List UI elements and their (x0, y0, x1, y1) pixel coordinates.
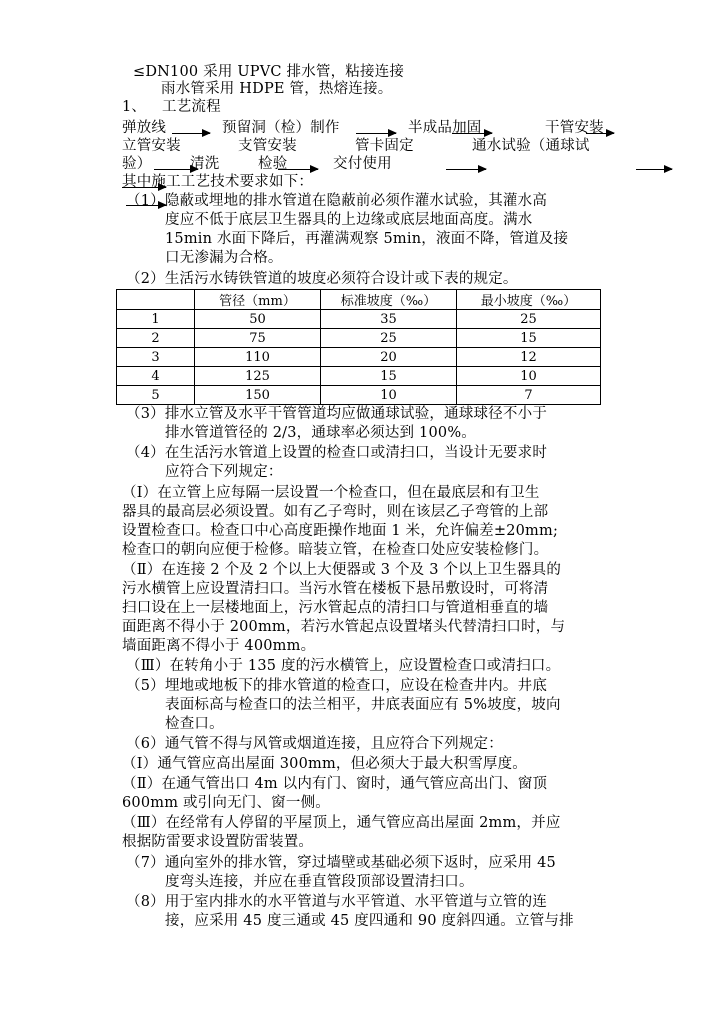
flow-step-11: 交付使用 (333, 156, 392, 172)
header-line-1: ≤DN100 采用 UPVC 排水管，粘接连接 (133, 64, 405, 80)
rule-1-line-2: 器具的最高层必须设置。如有乙子弯时，则在该层乙子弯管的上部 (122, 504, 549, 520)
item-1-line-4: 口无渗漏为合格。 (165, 250, 283, 266)
table-cell-index: 2 (117, 329, 195, 348)
flow-step-5: 立管安装 (122, 138, 181, 154)
table-row (117, 367, 601, 386)
flow-step-6: 支管安装 (238, 138, 297, 154)
rule-1-line-1: （Ⅰ）在立管上应每隔一层设置一个检查口，但在最底层和有卫生 (122, 485, 540, 501)
table-row (117, 310, 601, 329)
item-7-line-2: 度弯头连接，并应在垂直管段顶部设置清扫口。 (165, 874, 474, 890)
header-line-2: 雨水管采用 HDPE 管，热熔连接。 (161, 81, 393, 97)
slope-table (116, 289, 601, 405)
rule-1-line-4: 检查口的朝向应便于检修。暗装立管，在检查口处应安装检修门。 (122, 542, 549, 558)
table-cell-diameter: 125 (195, 367, 321, 386)
item-5-line-3: 检查口。 (165, 716, 224, 732)
flow-step-3: 半成品加固 (408, 120, 482, 136)
rule-3-text: （Ⅲ）在转角小于 135 度的污水横管上，应设置检查口或清扫口。 (126, 658, 561, 674)
rule-2-line-1: （Ⅱ）在连接 2 个及 2 个以上大便器或 3 个及 3 个以上卫生器具的 (122, 562, 562, 578)
table-header-index (117, 290, 195, 310)
rule-1-line-3: 设置检查口。检查口中心高度距操作地面 1 米，允许偏差±20mm; (122, 523, 559, 539)
item-8-line-1: （8）用于室内排水的水平管道与水平管道、水平管道与立管的连 (126, 894, 548, 910)
item-8-line-2: 接，应采用 45 度三通或 45 度四通和 90 度斜四通。立管与排 (165, 913, 574, 929)
item-3-line-1: （3）排水立管及水平干管管道均应做通球试验，通球球径不小于 (126, 406, 548, 422)
flow-step-7: 管卡固定 (355, 138, 414, 154)
vent-rule-2-line-1: （Ⅱ）在通气管出口 4m 以内有门、窗时，通气管应高出门、窗顶 (122, 776, 548, 792)
table-row (117, 329, 601, 348)
table-cell-index: 1 (117, 310, 195, 329)
flow-arrow-2 (356, 133, 396, 134)
table-header-row (117, 290, 601, 310)
table-row (117, 348, 601, 367)
vent-rule-2-line-2: 600mm 或引向无门、窗一侧。 (122, 795, 330, 811)
table-row (117, 386, 601, 405)
flow-step-10: 检验 (258, 156, 288, 172)
rule-2-line-3: 扫口设在上一层楼地面上，污水管起点的清扫口与管道相垂直的墙 (122, 600, 549, 616)
table-cell-standard-slope: 10 (321, 386, 457, 405)
vent-rule-3-line-1: （Ⅲ）在经常有人停留的平屋顶上，通气管应高出屋面 2mm，并应 (122, 815, 561, 831)
flow-arrow-3 (452, 133, 492, 134)
flow-arrow-1 (172, 133, 210, 134)
table-header-standard-slope: 标准坡度（‰） (321, 290, 457, 310)
table-cell-diameter: 50 (195, 310, 321, 329)
item-5-line-2: 表面标高与检查口的法兰相平，井底表面应有 5%坡度，坡向 (165, 697, 561, 713)
table-cell-index: 5 (117, 386, 195, 405)
rule-2-line-4: 面距离不得小于 200mm，若污水管起点设置堵头代替清扫口时，与 (122, 619, 566, 635)
table-cell-standard-slope: 25 (321, 329, 457, 348)
flow-step-8-cont: 验） (122, 156, 152, 172)
table-cell-diameter: 75 (195, 329, 321, 348)
item-3-line-2: 排水管道管径的 2/3，通球率必须达到 100%。 (165, 425, 477, 441)
item-2-text: （2）生活污水铸铁管道的坡度必须符合设计或下表的规定。 (126, 271, 518, 287)
flow-arrow-6 (278, 169, 318, 170)
table-cell-standard-slope: 20 (321, 348, 457, 367)
flow-step-1: 弹放线 (122, 120, 167, 136)
table-cell-diameter: 150 (195, 386, 321, 405)
table-header-diameter: 管径（mm） (195, 290, 321, 310)
table-cell-min-slope: 15 (457, 329, 601, 348)
vent-rule-3-line-2: 根据防雷要求设置防雷装置。 (122, 834, 314, 850)
table-cell-min-slope: 10 (457, 367, 601, 386)
flow-arrow-7 (446, 169, 486, 170)
section-title: 工艺流程 (162, 99, 221, 115)
rule-2-line-2: 污水横管上应设置清扫口。当污水管在楼板下悬吊敷设时，可将清 (122, 581, 549, 597)
item-1-line-2: 度应不低于底层卫生器具的上边缘或底层地面高度。满水 (165, 212, 533, 228)
table-cell-min-slope: 12 (457, 348, 601, 367)
table-cell-index: 4 (117, 367, 195, 386)
item-4-line-2: 应符合下列规定： (165, 464, 283, 480)
table-header-min-slope: 最小坡度（‰） (457, 290, 601, 310)
flow-step-4: 干管安装 (545, 120, 604, 136)
section-number: 1、 (122, 99, 147, 115)
rule-2-line-5: 墙面距离不得小于 400mm。 (122, 638, 316, 654)
item-7-line-1: （7）通向室外的排水管，穿过墙壁或基础必须下返时，应采用 45 (126, 855, 556, 871)
table-cell-standard-slope: 15 (321, 367, 457, 386)
flow-step-8: 通水试验（通球试 (472, 138, 590, 154)
flow-arrow-8 (636, 169, 672, 170)
vent-rule-1: （Ⅰ）通气管应高出屋面 300mm，但必须大于最大积雪厚度。 (122, 756, 528, 772)
table-cell-min-slope: 7 (457, 386, 601, 405)
table-cell-diameter: 110 (195, 348, 321, 367)
item-1-line-1: （1）隐蔽或埋地的排水管道在隐蔽前必须作灌水试验，其灌水高 (126, 193, 548, 209)
item-4-line-1: （4）在生活污水管道上设置的检查口或清扫口，当设计无要求时 (126, 445, 548, 461)
item-5-line-1: （5）埋地或地板下的排水管道的检查口，应设在检查井内。井底 (126, 678, 548, 694)
table-cell-min-slope: 25 (457, 310, 601, 329)
flow-step-2: 预留洞（检）制作 (222, 120, 340, 136)
flow-step-9: 清洗 (190, 156, 220, 172)
intro-text: 其中施工工艺技术要求如下： (122, 174, 314, 190)
flow-arrow-4 (586, 133, 614, 134)
table-cell-index: 3 (117, 348, 195, 367)
item-1-line-3: 15min 水面下降后，再灌满观察 5min，液面不降，管道及接 (165, 231, 569, 247)
table-cell-standard-slope: 35 (321, 310, 457, 329)
flow-arrow-5 (154, 169, 198, 170)
item-6-text: （6）通气管不得与风管或烟道连接，且应符合下列规定： (126, 736, 503, 752)
